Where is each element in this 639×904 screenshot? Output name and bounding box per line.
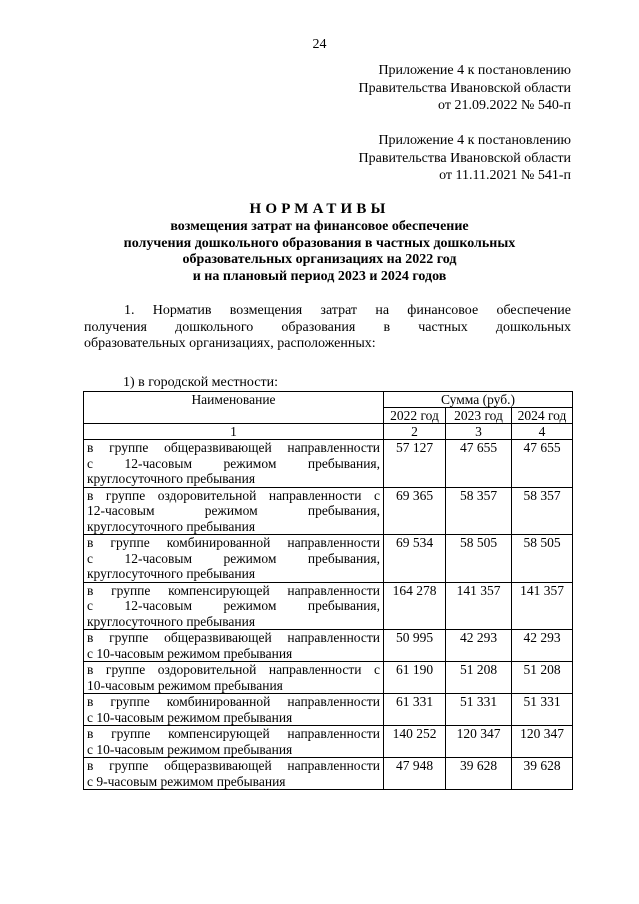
- row-value-2023: 42 293: [446, 630, 512, 662]
- row-value-2023: 120 347: [446, 726, 512, 758]
- row-name: [84, 487, 384, 535]
- row-name: [84, 440, 384, 488]
- intro-paragraph: [84, 303, 571, 353]
- row-value-2023: 39 628: [446, 758, 512, 790]
- table-row: [84, 694, 573, 726]
- paragraph-line: получения дошкольного образования в частных дошкольных: [84, 319, 571, 335]
- row-name-line: с 10-часовым режимом пребывания: [87, 645, 293, 661]
- header-row: [84, 392, 573, 408]
- appendix-line: Правительства Ивановской области: [358, 150, 571, 166]
- row-value-2022: 69 365: [384, 487, 446, 535]
- header-year: 2024 год: [512, 408, 573, 424]
- row-value-2023: 51 331: [446, 694, 512, 726]
- row-name: [84, 662, 384, 694]
- row-value-2023: 58 357: [446, 487, 512, 535]
- column-number: 1: [84, 424, 384, 440]
- row-value-2024: 141 357: [512, 582, 573, 630]
- table-row: [84, 662, 573, 694]
- row-value-2024: 47 655: [512, 440, 573, 488]
- title-line: возмещения затрат на финансовое обеспечение: [170, 219, 469, 234]
- table-row: [84, 440, 573, 488]
- row-value-2022: 61 190: [384, 662, 446, 694]
- row-name-line: круглосуточного пребывания: [87, 566, 256, 581]
- header-name: Наименование: [84, 392, 384, 424]
- row-value-2024: 120 347: [512, 726, 573, 758]
- column-number: 4: [512, 424, 573, 440]
- title-main: НОРМАТИВЫ: [249, 201, 390, 217]
- row-name-line: с 12-часовым режимом пребывания,: [87, 550, 380, 566]
- row-value-2024: 58 505: [512, 535, 573, 583]
- document-title: [0, 200, 639, 285]
- table-row: [84, 582, 573, 630]
- row-name-line: в группе оздоровительной направленности с: [87, 487, 380, 503]
- row-name-line: в группе компенсирующей направленности: [87, 726, 380, 741]
- header-year: 2023 год: [446, 408, 512, 424]
- table-row: [84, 535, 573, 583]
- row-value-2024: 51 208: [512, 662, 573, 694]
- row-name-line: 12-часовым режимом пребывания,: [87, 503, 380, 518]
- row-name-line: в группе компенсирующей направленности: [87, 582, 380, 598]
- row-name-line: круглосуточного пребывания: [87, 613, 256, 629]
- row-name-line: в группе комбинированной направленности: [87, 535, 380, 550]
- norms-table: [83, 391, 573, 790]
- row-value-2024: 42 293: [512, 630, 573, 662]
- row-name-line: с 12-часовым режимом пребывания,: [87, 455, 380, 471]
- row-value-2022: 69 534: [384, 535, 446, 583]
- row-name-line: с 12-часовым режимом пребывания,: [87, 598, 380, 613]
- row-name: [84, 535, 384, 583]
- page-number: 24: [312, 37, 327, 52]
- row-name-line: в группе общеразвивающей направленности: [87, 758, 380, 773]
- row-value-2023: 47 655: [446, 440, 512, 488]
- column-number-row: [84, 424, 573, 440]
- row-value-2022: 57 127: [384, 440, 446, 488]
- table-row: [84, 630, 573, 662]
- appendix-current: [359, 62, 571, 115]
- row-name: [84, 758, 384, 790]
- column-number: 2: [384, 424, 446, 440]
- row-name: [84, 726, 384, 758]
- title-line: и на плановый период 2023 и 2024 годов: [192, 268, 447, 284]
- appendix-previous: [359, 132, 571, 185]
- row-value-2023: 141 357: [446, 582, 512, 630]
- appendix-line: от 21.09.2022 № 540-п: [438, 98, 571, 113]
- row-name-line: с 9-часовым режимом пребывания: [87, 773, 286, 789]
- table-row: [84, 758, 573, 790]
- appendix-line: Правительства Ивановской области: [358, 80, 571, 96]
- row-value-2024: 51 331: [512, 694, 573, 726]
- title-line: получения дошкольного образования в частных дошкольных: [123, 235, 516, 251]
- row-name-line: в группе комбинированной направленности: [87, 694, 380, 709]
- row-name-line: круглосуточного пребывания: [87, 518, 256, 534]
- subheading-urban: 1) в городской местности:: [123, 375, 278, 390]
- row-value-2023: 58 505: [446, 535, 512, 583]
- appendix-line: Приложение 4 к постановлению: [378, 63, 571, 78]
- paragraph-line: образовательных организациях, расположенных:: [84, 336, 376, 351]
- row-value-2022: 164 278: [384, 582, 446, 630]
- column-number: 3: [446, 424, 512, 440]
- row-value-2023: 51 208: [446, 662, 512, 694]
- row-name-line: круглосуточного пребывания: [87, 471, 256, 486]
- row-name-line: с 10-часовым режимом пребывания: [87, 709, 293, 725]
- row-name-line: с 10-часовым режимом пребывания: [87, 741, 293, 757]
- row-name-line: в группе оздоровительной направленности с: [87, 662, 380, 677]
- appendix-line: Приложение 4 к постановлению: [378, 133, 571, 148]
- row-value-2024: 58 357: [512, 487, 573, 535]
- row-name-line: 10-часовым режимом пребывания: [87, 677, 283, 693]
- row-name-line: в группе общеразвивающей направленности: [87, 440, 380, 455]
- table-row: [84, 726, 573, 758]
- row-value-2022: 50 995: [384, 630, 446, 662]
- row-value-2022: 47 948: [384, 758, 446, 790]
- appendix-line: от 11.11.2021 № 541-п: [439, 168, 571, 183]
- paragraph-line: 1. Норматив возмещения затрат на финансовое обеспечение: [124, 303, 571, 318]
- header-sum: Сумма (руб.): [384, 392, 573, 408]
- header-year: 2022 год: [384, 408, 446, 424]
- row-name: [84, 694, 384, 726]
- table-row: [84, 487, 573, 535]
- row-name: [84, 582, 384, 630]
- title-line: образовательных организациях на 2022 год: [182, 252, 457, 267]
- row-value-2022: 61 331: [384, 694, 446, 726]
- row-name-line: в группе общеразвивающей направленности: [87, 630, 380, 645]
- row-value-2024: 39 628: [512, 758, 573, 790]
- row-name: [84, 630, 384, 662]
- row-value-2022: 140 252: [384, 726, 446, 758]
